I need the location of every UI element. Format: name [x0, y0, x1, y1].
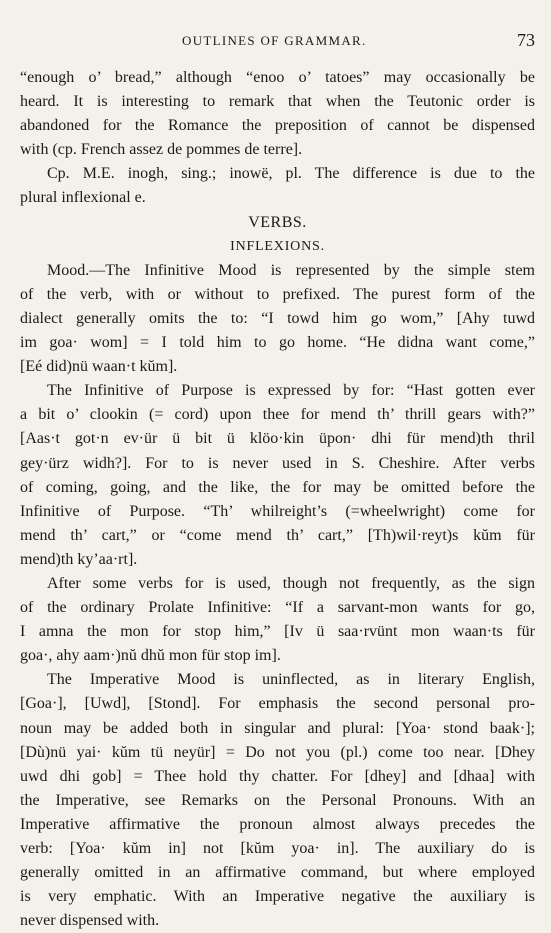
text-line: a bit o’ clookin (= cord) upon thee for mend th’ thrill gears with?”	[20, 406, 535, 424]
text-line: uwd dhi gob] = Thee hold thy chatter. For [dhey] and [dhaa] with	[20, 767, 535, 785]
text-line: Imperative affirmative the pronoun almost always precedes the	[20, 815, 535, 833]
subsection-heading: INFLEXIONS.	[230, 238, 325, 254]
running-header	[0, 30, 551, 54]
text-line: heard. It is interesting to remark that when the Teutonic order is	[20, 93, 535, 111]
text-line: im goa· wom] = I told him to go home. “He didna want come,”	[20, 334, 535, 352]
text-line: is very emphatic. With an Imperative negative the auxiliary is	[20, 888, 535, 906]
text-line: Cp. M.E. inogh, sing.; inowë, pl. The difference is due to the	[47, 165, 535, 183]
text-line: never dispensed with.	[20, 912, 160, 930]
text-line: verb: [Yoa· kŭm in] not [kŭm yoa· in]. The auxiliary do is	[20, 840, 535, 857]
text-line: [Dù)nü yai· kŭm tü neyür] = Do not you (pl.) come too near. [Dhey	[20, 743, 535, 761]
section-heading: VERBS.	[248, 213, 307, 231]
text-line: with (cp. French assez de pommes de terre].	[20, 141, 303, 159]
text-line: of the ordinary Prolate Infinitive: “If a sarvant-mon wants for go,	[20, 599, 535, 617]
page-body	[20, 66, 535, 933]
text-line: The Infinitive of Purpose is expressed by for: “Hast gotten ever	[47, 382, 535, 400]
text-line: After some verbs for is used, though not frequently, as the sign	[47, 574, 535, 592]
page-number: 73	[517, 30, 535, 50]
running-title: OUTLINES OF GRAMMAR.	[182, 33, 367, 48]
text-line: I amna the mon for stop him,” [Iv ü saa·rvünt mon waan·ts für	[20, 623, 535, 641]
text-line: generally omitted in an affirmative command, but where employed	[20, 864, 535, 882]
text-line: of coming, going, and the like, the for may be omitted before the	[20, 478, 535, 496]
text-line: the Imperative, see Remarks on the Personal Pronouns. With an	[20, 791, 535, 809]
text-line: Infinitive of Purpose. “Th’ whilreight’s (=wheelwright) come for	[20, 502, 535, 520]
text-line: of the verb, with or without to prefixed. The purest form of the	[20, 285, 535, 303]
text-line: “enough o’ bread,” although “enoo o’ tatoes” may occasionally be	[20, 69, 535, 86]
text-line: [Goa·], [Uwd], [Stond]. For emphasis the second personal pro-	[20, 695, 535, 713]
text-line: dialect generally omits the to: “I towd him go wom,” [Ahy tuwd	[20, 309, 535, 327]
text-line: goa·, ahy aam·)nŭ dhŭ mon für stop im].	[20, 647, 281, 665]
text-line: [Eé did)nü waan·t kŭm].	[20, 358, 178, 376]
text-line: mend th’ cart,” or “come mend th’ cart,” [Th)wil·reyt)s kŭm für	[20, 526, 535, 544]
text-line: mend)th ky’aa·rt].	[20, 550, 138, 568]
text-line: The Imperative Mood is uninflected, as in literary English,	[47, 671, 535, 689]
text-line: gey·ürz widh?]. For to is never used in S. Cheshire. After verbs	[20, 454, 535, 472]
text-line: [Aas·t got·n ev·ür ü bit ü klöo·kin üpon· dhi für mend)th thril	[20, 430, 535, 448]
text-line: Mood.—The Infinitive Mood is represented by the simple stem	[47, 261, 535, 279]
text-line: noun may be added both in singular and plural: [Yoa· stond baak·];	[20, 719, 535, 737]
text-line: plural inflexional e.	[20, 189, 146, 207]
text-line: abandoned for the Romance the preposition of cannot be dispensed	[20, 117, 535, 135]
